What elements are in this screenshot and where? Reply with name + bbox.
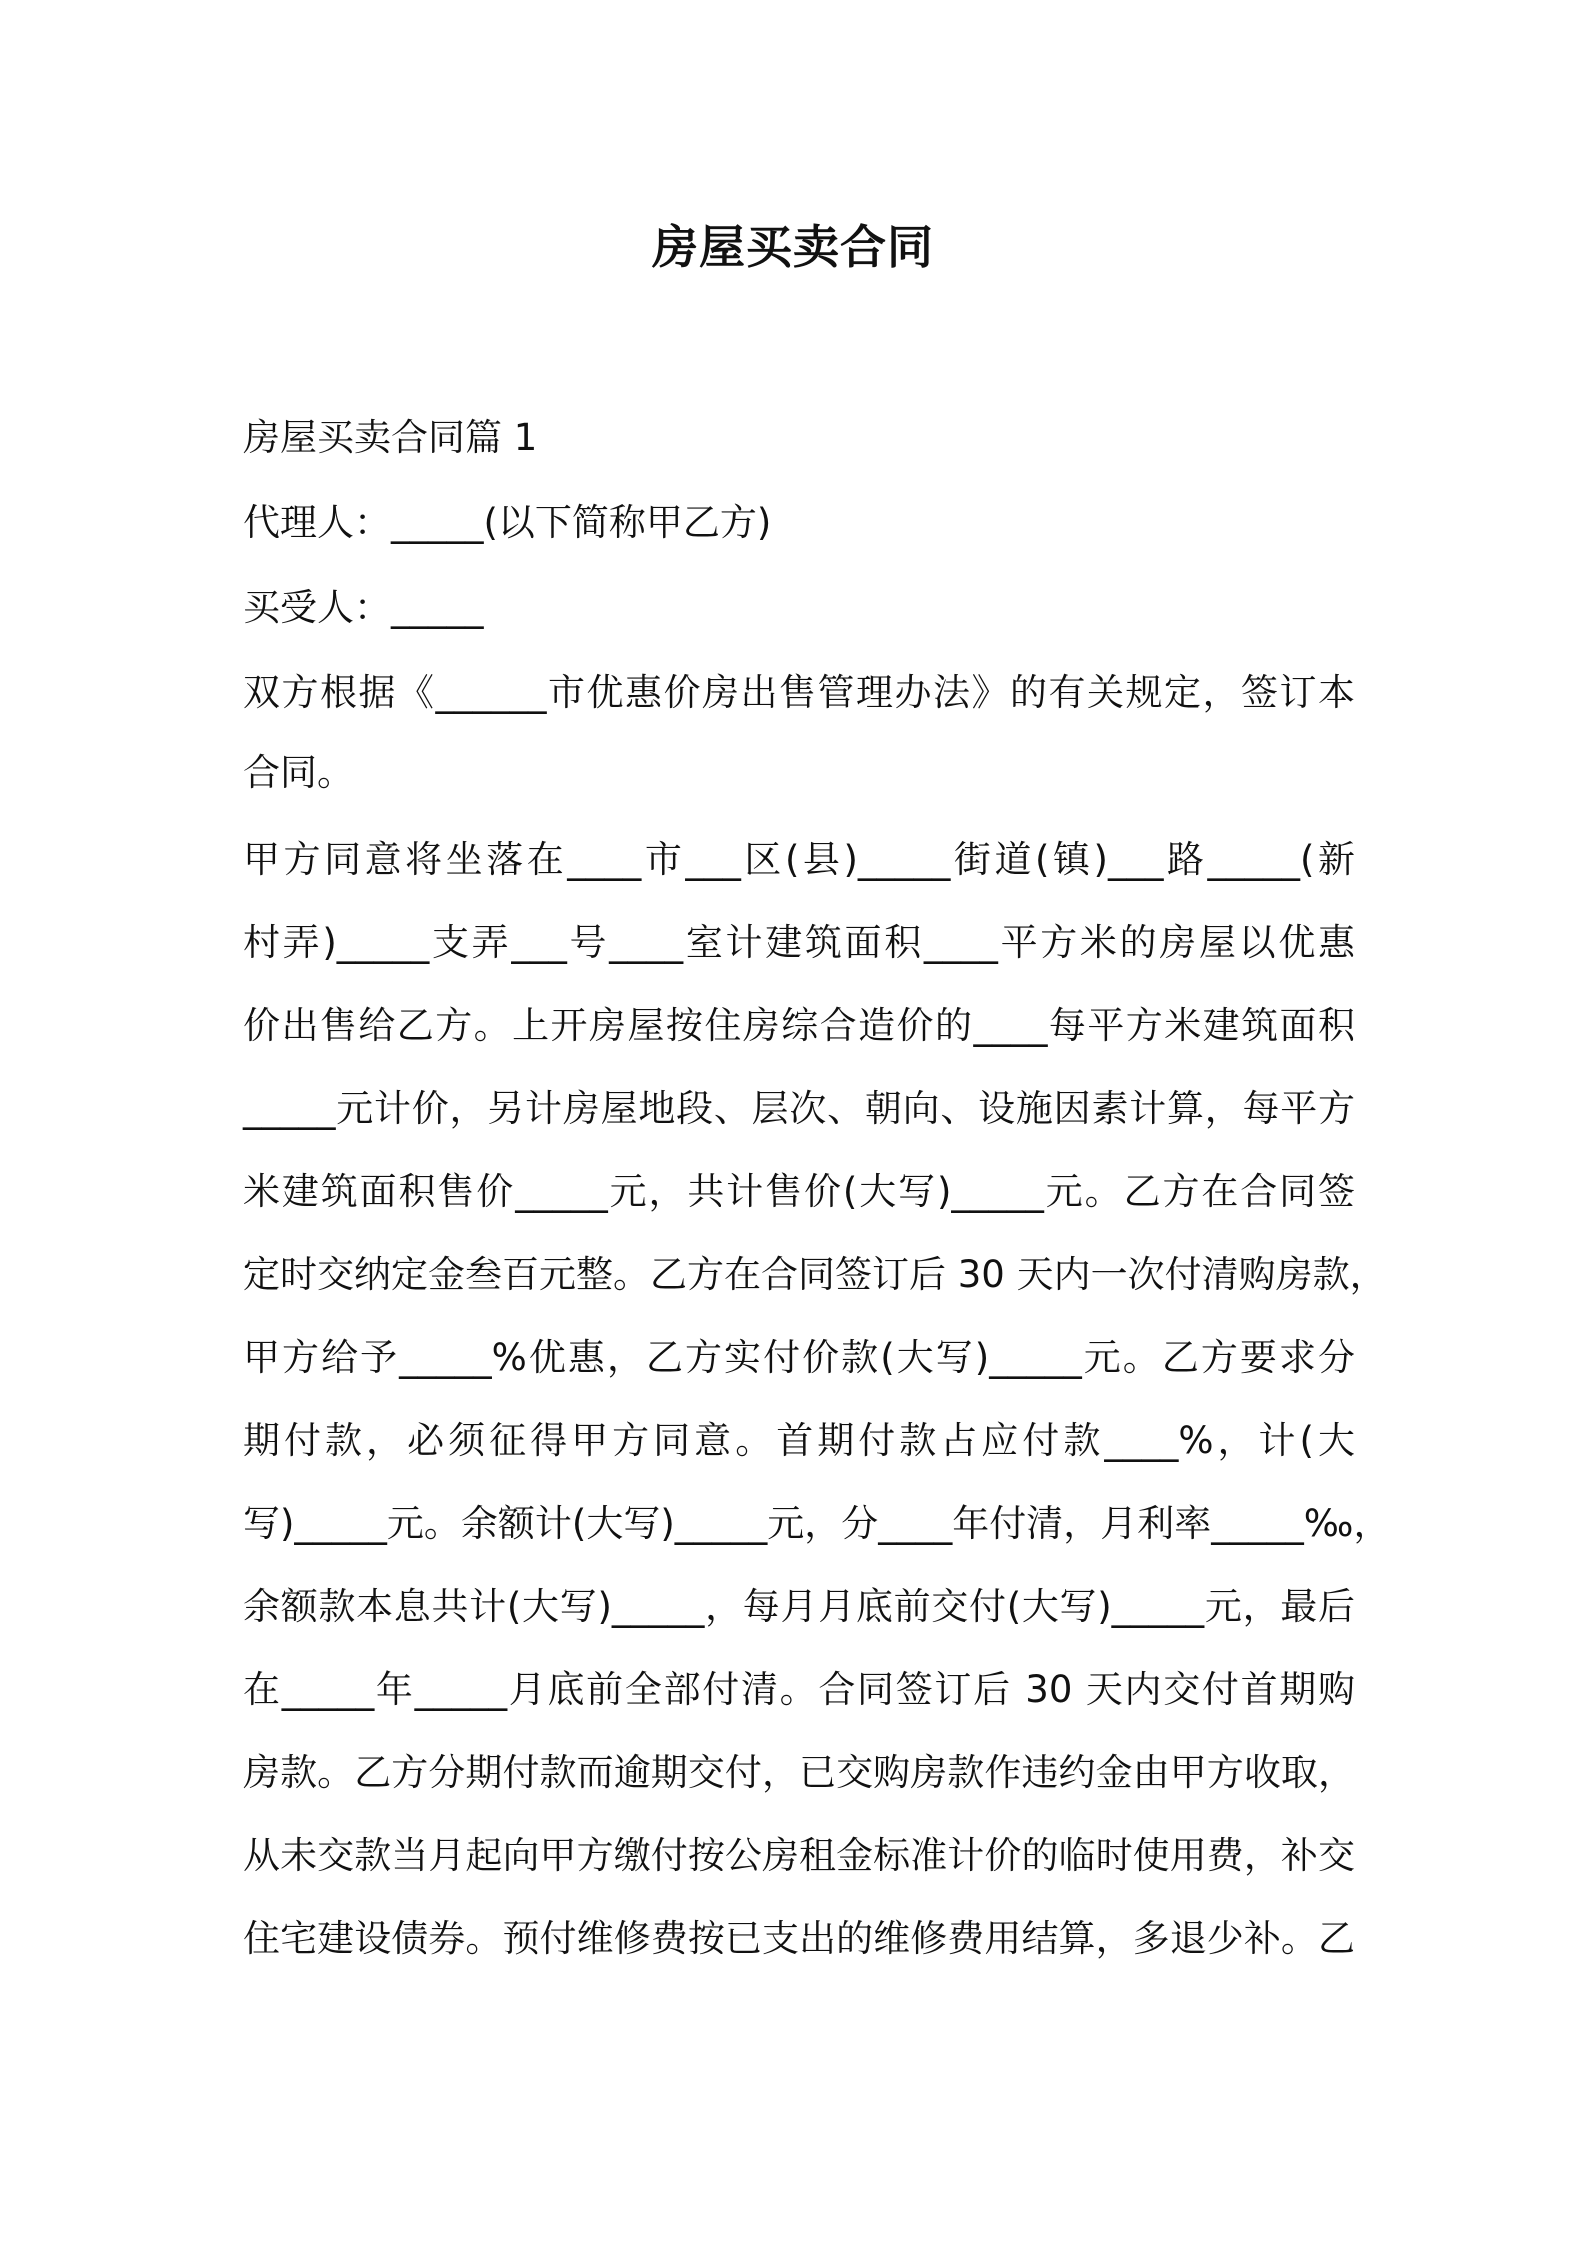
section-heading: 房屋买卖合同篇 1	[243, 416, 538, 459]
buyer-line: 买受人：_____	[243, 586, 484, 629]
agent-line: 代理人：_____(以下简称甲乙方)	[243, 501, 772, 544]
paragraph-line: 米建筑面积售价_____元，共计售价(大写)_____元。乙方在合同签	[243, 1170, 1355, 1213]
paragraph-line: 在_____年_____月底前全部付清。合同签订后 30 天内交付首期购	[243, 1668, 1355, 1711]
paragraph-line: 双方根据《______市优惠价房出售管理办法》的有关规定，签订本	[243, 671, 1355, 714]
paragraph-line: 期付款，必须征得甲方同意。首期付款占应付款____%，计(大	[243, 1419, 1355, 1462]
paragraph-line: 房款。乙方分期付款而逾期交付，已交购房款作违约金由甲方收取，	[243, 1751, 1355, 1794]
paragraph-line: 甲方给予_____%优惠，乙方实付价款(大写)_____元。乙方要求分	[243, 1336, 1355, 1379]
paragraph-line: 合同。	[243, 751, 354, 794]
paragraph-line: 价出售给乙方。上开房屋按住房综合造价的____每平方米建筑面积	[243, 1004, 1355, 1047]
paragraph-line: 甲方同意将坐落在____市___区(县)_____街道(镇)___路_____(新	[243, 838, 1355, 881]
paragraph-line: 定时交纳定金叁百元整。乙方在合同签订后 30 天内一次付清购房款，	[243, 1253, 1387, 1296]
paragraph-line: 住宅建设债券。预付维修费按已支出的维修费用结算，多退少补。乙	[243, 1917, 1355, 1960]
paragraph-line: 写)_____元。余额计(大写)_____元，分____年付清，月利率_____‰，	[243, 1502, 1391, 1545]
paragraph-line: 村弄)_____支弄___号____室计建筑面积____平方米的房屋以优惠	[243, 921, 1355, 964]
paragraph-line: _____元计价，另计房屋地段、层次、朝向、设施因素计算，每平方	[243, 1087, 1355, 1130]
paragraph-line: 余额款本息共计(大写)_____，每月月底前交付(大写)_____元，最后	[243, 1585, 1355, 1628]
paragraph-line: 从未交款当月起向甲方缴付按公房租金标准计价的临时使用费，补交	[243, 1834, 1355, 1877]
document-title: 房屋买卖合同	[652, 220, 934, 274]
